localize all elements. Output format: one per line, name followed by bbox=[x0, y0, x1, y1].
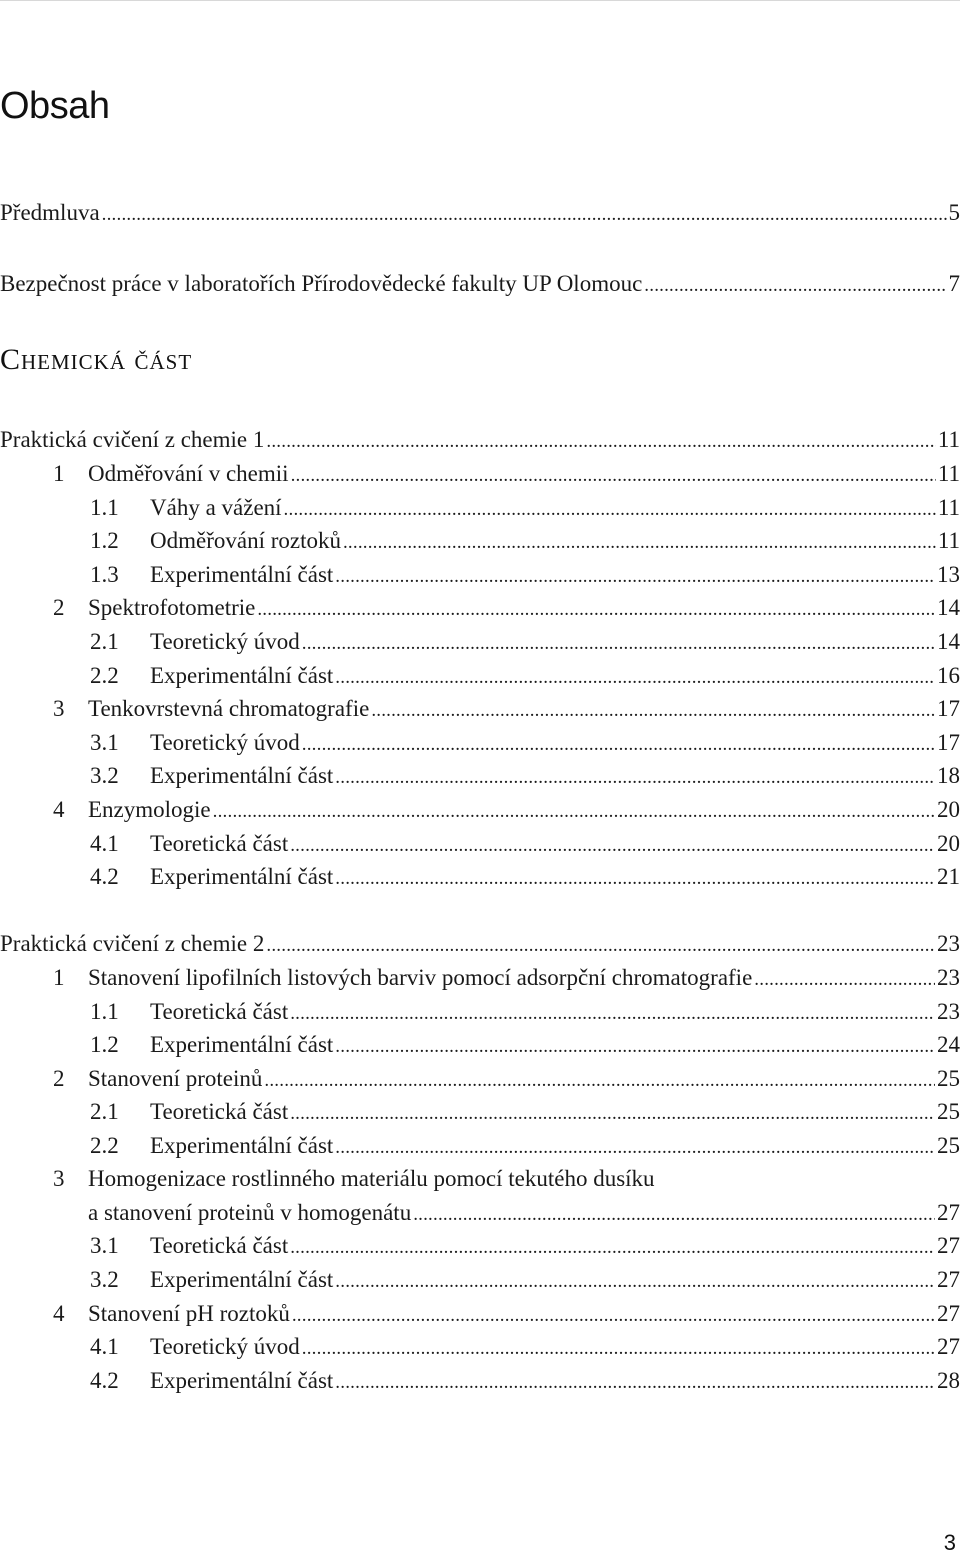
toc-entry-number: 3 bbox=[53, 1166, 65, 1191]
toc-entry-text: Experimentální část bbox=[150, 1267, 334, 1292]
toc-entry-text: Praktická cvičení z chemie 1 bbox=[0, 427, 265, 452]
dot-leader bbox=[290, 997, 935, 1031]
toc-entry-text: Teoretická část bbox=[150, 1099, 289, 1124]
dot-leader bbox=[371, 694, 935, 728]
toc-entry-number: 1.2 bbox=[90, 1032, 119, 1057]
toc-entry-first-line[interactable] bbox=[0, 1162, 655, 1196]
toc-entry-page: 24 bbox=[937, 1032, 960, 1057]
toc-entry[interactable] bbox=[0, 793, 960, 827]
dot-leader bbox=[290, 1097, 935, 1131]
toc-entry-page: 16 bbox=[937, 663, 960, 688]
toc-entry-page: 11 bbox=[937, 427, 960, 452]
dot-leader bbox=[644, 269, 946, 303]
toc-entry-page: 23 bbox=[937, 965, 960, 990]
toc-entry-text: Teoretický úvod bbox=[150, 730, 300, 755]
toc-entry-page: 17 bbox=[937, 696, 960, 721]
toc-entry-text: Předmluva bbox=[0, 200, 100, 225]
toc-entry-text: Enzymologie bbox=[88, 797, 211, 822]
toc-entry[interactable] bbox=[0, 860, 960, 894]
dot-leader bbox=[257, 593, 935, 627]
toc-entry[interactable] bbox=[0, 491, 960, 525]
dot-leader bbox=[413, 1198, 935, 1232]
toc-entry-number: 4 bbox=[53, 797, 65, 822]
toc-entry-page: 11 bbox=[937, 528, 960, 553]
dot-leader bbox=[343, 526, 936, 560]
dot-leader bbox=[292, 1299, 935, 1333]
toc-entry-text: Teoretická část bbox=[150, 999, 289, 1024]
toc-entry-page: 25 bbox=[937, 1066, 960, 1091]
toc-entry-number: 4 bbox=[53, 1301, 65, 1326]
toc-entry-text: Experimentální část bbox=[150, 663, 334, 688]
dot-leader bbox=[264, 1064, 935, 1098]
toc-entry-page: 27 bbox=[937, 1200, 960, 1225]
toc-entry-safety[interactable] bbox=[0, 267, 960, 301]
toc-entry-number: 1.1 bbox=[90, 999, 119, 1024]
toc-entry-text: Homogenizace rostlinného materiálu pomocí tekutého dusíku bbox=[88, 1166, 655, 1191]
toc-entry-number: 4.2 bbox=[90, 864, 119, 889]
toc-entry-preface[interactable] bbox=[0, 196, 960, 230]
toc-part-title[interactable] bbox=[0, 423, 960, 457]
dot-leader bbox=[302, 1332, 935, 1366]
toc-entry-number: 2 bbox=[53, 1066, 65, 1091]
toc-entry[interactable] bbox=[0, 726, 960, 760]
toc-entry-text: Stanovení proteinů bbox=[88, 1066, 263, 1091]
toc-entry-page: 20 bbox=[937, 797, 960, 822]
toc-entry-text: Teoretický úvod bbox=[150, 1334, 300, 1359]
page-number: 3 bbox=[943, 1530, 956, 1555]
toc-entry[interactable] bbox=[0, 1364, 960, 1398]
toc-entry[interactable] bbox=[0, 1062, 960, 1096]
toc-entry-text: Experimentální část bbox=[150, 864, 334, 889]
toc-entry-page: 27 bbox=[937, 1301, 960, 1326]
toc-entry-page: 14 bbox=[937, 629, 960, 654]
toc-entry-page: 5 bbox=[948, 200, 960, 225]
toc-entry-page: 20 bbox=[937, 831, 960, 856]
toc-entry[interactable] bbox=[0, 692, 960, 726]
toc-entry[interactable] bbox=[0, 1196, 960, 1230]
toc-entry-number: 3.1 bbox=[90, 730, 119, 755]
toc-entry-page: 27 bbox=[937, 1267, 960, 1292]
dot-leader bbox=[102, 198, 947, 232]
dot-leader bbox=[335, 661, 935, 695]
dot-leader bbox=[335, 1265, 935, 1299]
toc-entry-text: Teoretická část bbox=[150, 831, 289, 856]
toc-entry-page: 27 bbox=[937, 1334, 960, 1359]
dot-leader bbox=[284, 493, 936, 527]
toc-entry-text: a stanovení proteinů v homogenátu bbox=[88, 1200, 412, 1225]
toc-entry-text: Stanovení lipofilních listových barviv pomocí adsorpční chromatografie bbox=[88, 965, 753, 990]
toc-entry-text: Experimentální část bbox=[150, 1032, 334, 1057]
toc-entry[interactable] bbox=[0, 1330, 960, 1364]
toc-entry-text: Experimentální část bbox=[150, 562, 334, 587]
dot-leader bbox=[335, 761, 935, 795]
toc-entry-number: 4.2 bbox=[90, 1368, 119, 1393]
toc-entry[interactable] bbox=[0, 1028, 960, 1062]
toc-entry-text: Experimentální část bbox=[150, 763, 334, 788]
toc-entry-text: Tenkovrstevná chromatografie bbox=[88, 696, 370, 721]
toc-entry[interactable] bbox=[0, 558, 960, 592]
toc-entry-page: 25 bbox=[937, 1099, 960, 1124]
toc-entry[interactable] bbox=[0, 759, 960, 793]
section-heading: Chemická část bbox=[0, 343, 193, 376]
toc-entry[interactable] bbox=[0, 659, 960, 693]
toc-entry-page: 27 bbox=[937, 1233, 960, 1258]
page-title: Obsah bbox=[0, 85, 110, 128]
toc-entry[interactable] bbox=[0, 1263, 960, 1297]
toc-entry-text: Spektrofotometrie bbox=[88, 595, 256, 620]
toc-entry-page: 23 bbox=[937, 999, 960, 1024]
toc-entry-text: Odměřování roztoků bbox=[150, 528, 341, 553]
toc-entry-number: 4.1 bbox=[90, 1334, 119, 1359]
dot-leader bbox=[266, 425, 935, 459]
toc-entry-page: 17 bbox=[937, 730, 960, 755]
toc-entry-number: 1 bbox=[53, 965, 65, 990]
toc-entry-text: Váhy a vážení bbox=[150, 495, 282, 520]
toc-entry[interactable] bbox=[0, 457, 960, 491]
toc-entry-text: Bezpečnost práce v laboratořích Přírodovědecké fakulty UP Olomouc bbox=[0, 271, 643, 296]
toc-entry[interactable] bbox=[0, 1129, 960, 1163]
toc-entry-text: Experimentální část bbox=[150, 1133, 334, 1158]
toc-entry-number: 1.1 bbox=[90, 495, 119, 520]
toc-entry-number: 2.1 bbox=[90, 629, 119, 654]
toc-entry-page: 28 bbox=[937, 1368, 960, 1393]
toc-entry-text: Teoretický úvod bbox=[150, 629, 300, 654]
top-rule bbox=[0, 0, 960, 1]
toc-entry-page: 23 bbox=[937, 931, 960, 956]
dot-leader bbox=[754, 963, 935, 997]
toc-entry[interactable] bbox=[0, 524, 960, 558]
toc-entry[interactable] bbox=[0, 625, 960, 659]
toc-entry[interactable] bbox=[0, 995, 960, 1029]
dot-leader bbox=[302, 728, 935, 762]
toc-entry[interactable] bbox=[0, 1297, 960, 1331]
dot-leader bbox=[335, 1366, 935, 1400]
toc-entry-number: 3.1 bbox=[90, 1233, 119, 1258]
toc-entry-number: 2.2 bbox=[90, 663, 119, 688]
dot-leader bbox=[266, 929, 935, 963]
toc-entry-page: 13 bbox=[937, 562, 960, 587]
toc-entry[interactable] bbox=[0, 1229, 960, 1263]
toc-entry-text: Praktická cvičení z chemie 2 bbox=[0, 931, 265, 956]
toc-entry-number: 3 bbox=[53, 696, 65, 721]
toc-entry-page: 21 bbox=[937, 864, 960, 889]
toc-entry[interactable] bbox=[0, 591, 960, 625]
dot-leader bbox=[335, 1030, 935, 1064]
toc-entry-number: 1.2 bbox=[90, 528, 119, 553]
dot-leader bbox=[213, 795, 935, 829]
toc-entry-number: 3.2 bbox=[90, 763, 119, 788]
dot-leader bbox=[291, 459, 936, 493]
toc-entry[interactable] bbox=[0, 961, 960, 995]
dot-leader bbox=[335, 560, 935, 594]
toc-entry-number: 2.2 bbox=[90, 1133, 119, 1158]
toc-entry-text: Teoretická část bbox=[150, 1233, 289, 1258]
dot-leader bbox=[335, 1131, 935, 1165]
toc-entry-page: 14 bbox=[937, 595, 960, 620]
dot-leader bbox=[290, 1231, 935, 1265]
toc-entry-number: 1 bbox=[53, 461, 65, 486]
toc-entry-number: 2 bbox=[53, 595, 65, 620]
dot-leader bbox=[335, 862, 935, 896]
dot-leader bbox=[302, 627, 935, 661]
toc-entry-number: 3.2 bbox=[90, 1267, 119, 1292]
toc-entry-page: 11 bbox=[937, 495, 960, 520]
toc-entry-page: 18 bbox=[937, 763, 960, 788]
toc-entry[interactable] bbox=[0, 827, 960, 861]
toc-entry-number: 2.1 bbox=[90, 1099, 119, 1124]
toc-entry-text: Experimentální část bbox=[150, 1368, 334, 1393]
toc-entry-text: Odměřování v chemii bbox=[88, 461, 289, 486]
toc-entry-page: 11 bbox=[937, 461, 960, 486]
toc-entry-number: 4.1 bbox=[90, 831, 119, 856]
toc-entry[interactable] bbox=[0, 1095, 960, 1129]
toc-entry-page: 25 bbox=[937, 1133, 960, 1158]
dot-leader bbox=[290, 829, 935, 863]
toc-part-title[interactable] bbox=[0, 927, 960, 961]
toc-entry-page: 7 bbox=[948, 271, 960, 296]
toc-entry-number: 1.3 bbox=[90, 562, 119, 587]
toc-entry-text: Stanovení pH roztoků bbox=[88, 1301, 290, 1326]
